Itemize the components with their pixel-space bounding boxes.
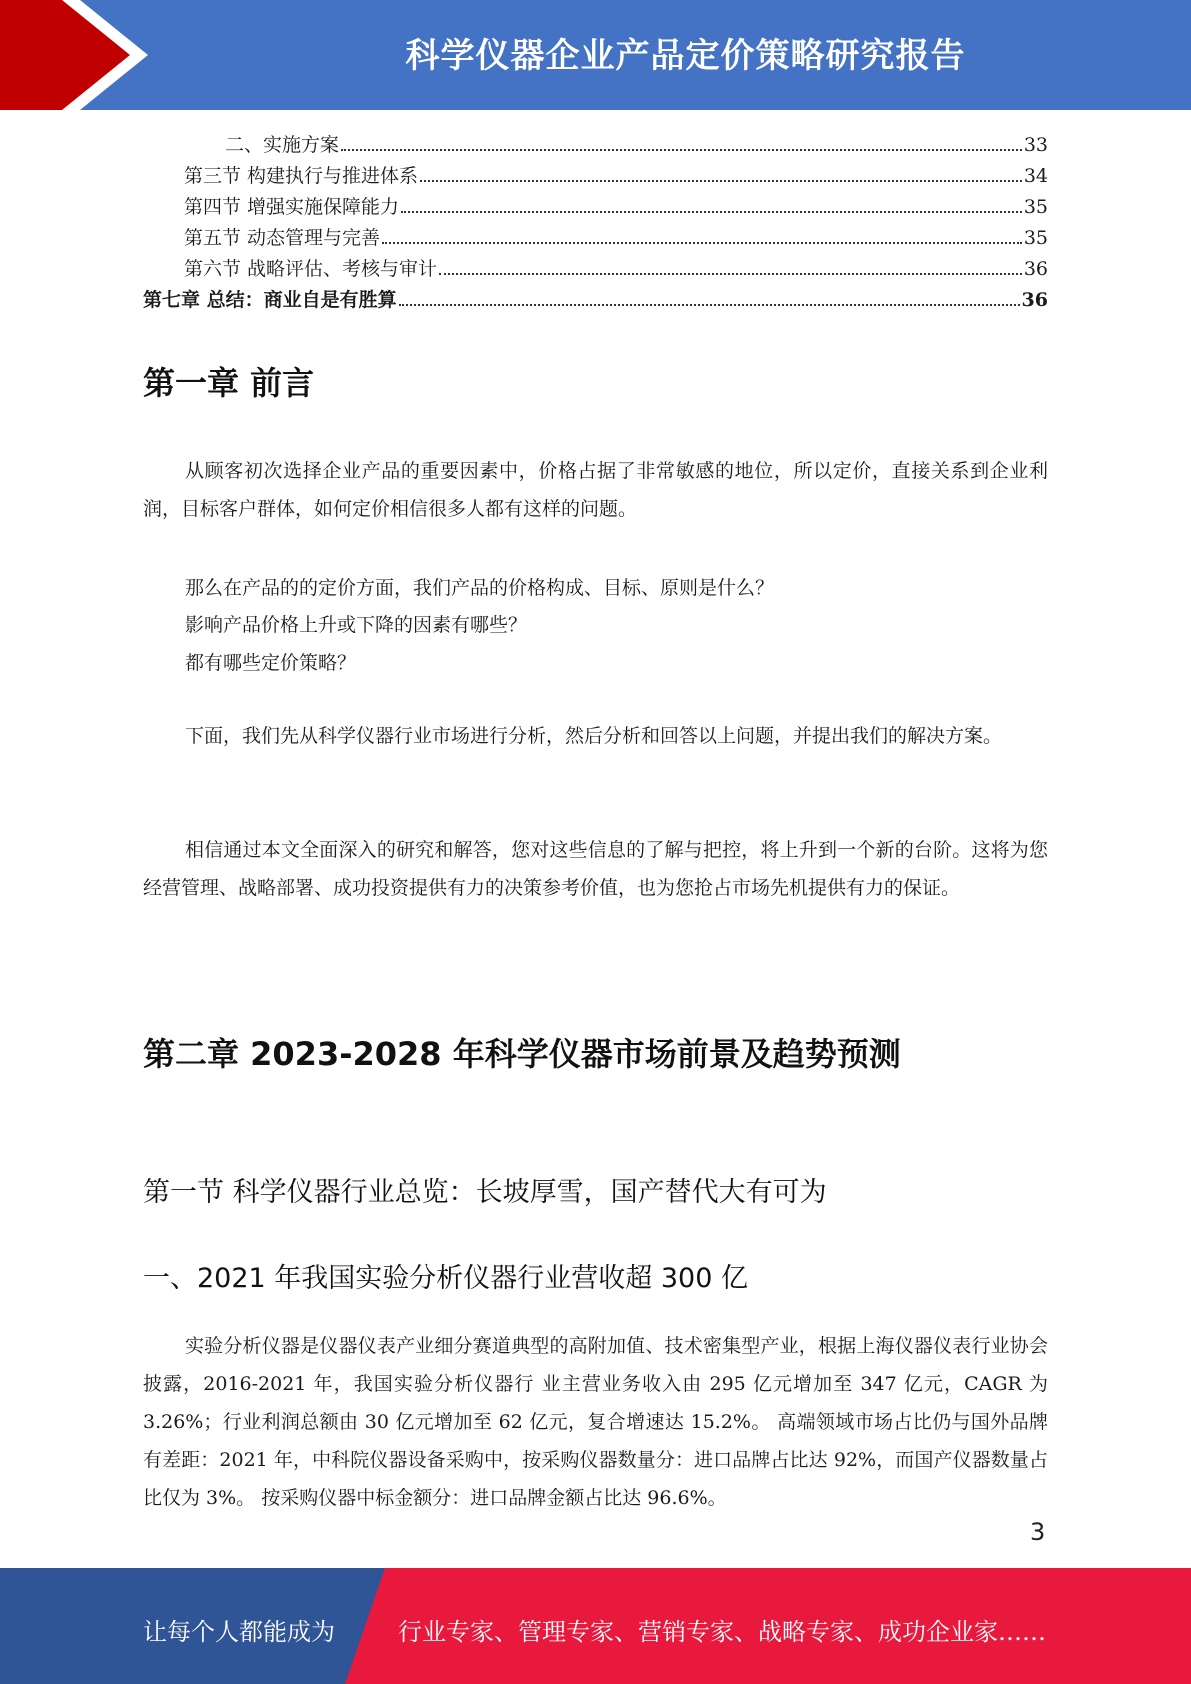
toc-entry[interactable] — [143, 254, 1048, 285]
document-title: 科学仪器企业产品定价策略研究报告 — [405, 36, 966, 76]
toc-entry-label: 二、实施方案 — [225, 134, 340, 156]
toc-entry-page: 36 — [1021, 289, 1048, 311]
page-number: 3 — [1030, 1518, 1046, 1546]
chapter-heading: 第一章 前言 — [143, 364, 315, 402]
footer-slogan-right: 行业专家、管理专家、营销专家、战略专家、成功企业家…… — [398, 1618, 1046, 1646]
toc-entry-label: 第七章 总结：商业自是有胜算 — [143, 289, 397, 311]
toc-leader — [341, 149, 1022, 151]
toc-entry[interactable] — [143, 130, 1048, 161]
footer-banner — [0, 1568, 1191, 1684]
toc-entry-label: 第六节 战略评估、考核与审计 — [184, 258, 438, 280]
toc-entry[interactable] — [143, 192, 1048, 223]
header-banner — [0, 0, 1191, 110]
table-of-contents — [143, 130, 1048, 316]
subsection-heading: 一、2021 年我国实验分析仪器行业营收超 300 亿 — [143, 1263, 748, 1294]
paragraph: 下面，我们先从科学仪器行业市场进行分析，然后分析和回答以上问题，并提出我们的解决方案。 — [185, 725, 1003, 747]
toc-entry[interactable] — [143, 285, 1048, 316]
paragraph: 从顾客初次选择企业产品的重要因素中，价格占据了非常敏感的地位，所以定价，直接关系到企业利润，目标客户群体，如何定价相信很多人都有这样的问题。 — [143, 460, 1048, 520]
section-heading: 第一节 科学仪器行业总览：长坡厚雪，国产替代大有可为 — [143, 1177, 827, 1208]
toc-entry-label: 第三节 构建执行与推进体系 — [184, 165, 419, 187]
paragraph: 实验分析仪器是仪器仪表产业细分赛道典型的高附加值、技术密集型产业，根据上海仪器仪表行业协会披露，2016-2021 年，我国实验分析仪器行 业主营业务收入由 295 亿元增加至 347 亿元，CAGR 为 3.26%；行业利润总额由 30 亿元增加至 62 亿元，复合增速达 15.2%。 高端领域市场占比仍与国外品牌有差距：2021 年，中科院仪器设备采购中，按采购仪器数量分：进口品牌占比达 92%，而国产仪器数量占比仅为 3%。 按采购仪器中标金额分：进口品牌金额占比达 96.6%。 — [143, 1335, 1048, 1509]
toc-entry[interactable] — [143, 223, 1048, 254]
toc-entry-page: 33 — [1023, 134, 1048, 156]
toc-leader — [439, 273, 1022, 275]
toc-entry-page: 34 — [1023, 165, 1048, 187]
chapter-heading: 第二章 2023-2028 年科学仪器市场前景及趋势预测 — [143, 1035, 901, 1073]
toc-entry-page: 36 — [1023, 258, 1048, 280]
toc-entry-label: 第五节 动态管理与完善 — [184, 227, 381, 249]
question-line: 影响产品价格上升或下降的因素有哪些？ — [185, 614, 528, 636]
toc-leader — [401, 211, 1022, 213]
toc-entry-page: 35 — [1023, 196, 1048, 218]
toc-leader — [420, 180, 1022, 182]
footer-slogan-left: 让每个人都能成为 — [143, 1618, 335, 1646]
toc-leader — [382, 242, 1022, 244]
toc-leader — [399, 304, 1020, 306]
toc-entry-label: 第四节 增强实施保障能力 — [184, 196, 400, 218]
question-line: 那么在产品的的定价方面，我们产品的价格构成、目标、原则是什么？ — [185, 577, 775, 599]
paragraph: 相信通过本文全面深入的研究和解答，您对这些信息的了解与把控，将上升到一个新的台阶。这将为您经营管理、战略部署、成功投资提供有力的决策参考价值，也为您抢占市场先机提供有力的保证。 — [143, 839, 1048, 899]
question-line: 都有哪些定价策略？ — [185, 652, 357, 674]
toc-entry-page: 35 — [1023, 227, 1048, 249]
toc-entry[interactable] — [143, 161, 1048, 192]
